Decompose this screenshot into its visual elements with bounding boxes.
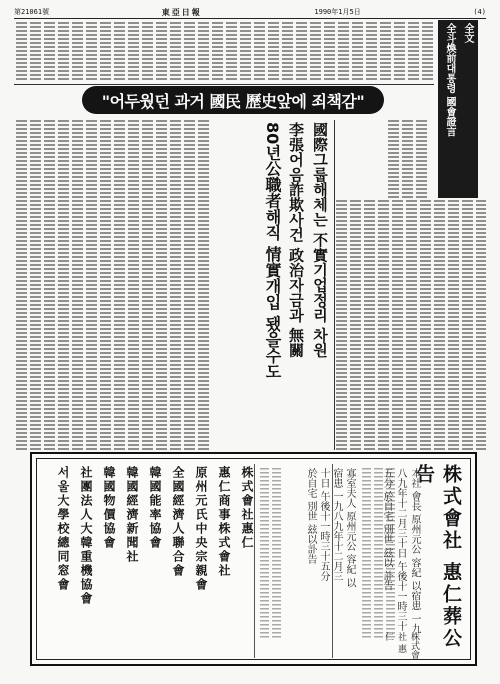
ad-mourners-list: [260, 468, 269, 638]
ribbon-line-2: 全文: [462, 23, 473, 43]
sponsor-name: 社團法人大韓重機協會: [79, 466, 93, 606]
sponsor-name: 韓國能率協會: [148, 466, 162, 550]
ad-mourners-list: [362, 468, 371, 638]
sponsor-name: 株式會社惠仁: [240, 466, 254, 550]
ad-main-notice: 本社 會長 原州元公 容紀 以宿患 一九八九年十二月三十日 午後十一時三十五分 於自宅 別世 玆以 訃告: [381, 468, 420, 634]
ad-mourners-list: [374, 468, 383, 638]
headline-banner: "어두웠던 과거 國民 歷史앞에 죄책감": [82, 86, 384, 114]
ad-signature: 株式會社 惠 仁: [383, 632, 419, 659]
sponsor-name: 서울大學校總同窓會: [56, 466, 70, 592]
sponsor-name: 原州元氏中央宗親會: [194, 466, 208, 592]
vertical-headline-2: 李張어음詐欺사건 政治자금과 無關: [287, 122, 305, 358]
vertical-headline-1: 國際그룹해체는 不實기업정리 차원: [311, 122, 329, 358]
sponsor-name: 全國經濟人聯合會: [171, 466, 185, 578]
body-text-right: [336, 200, 486, 450]
issue-number: 第21061號: [14, 8, 50, 16]
ad-sponsors: [46, 466, 256, 652]
obituary-ad: [30, 452, 477, 666]
ad-mourners-list: [272, 468, 281, 638]
vertical-headlines: [218, 122, 330, 452]
sponsor-name: 韓國物價協會: [102, 466, 116, 550]
ad-title: 株式會社 惠仁葬公告: [413, 464, 462, 650]
column-rule: [14, 84, 434, 85]
vertical-headline-3: 80년公職者해직 情實개입 됐을수도: [263, 122, 282, 380]
ad-mourners-list: [386, 468, 395, 638]
body-text-top: [16, 22, 436, 82]
body-text-left: [16, 120, 214, 450]
ad-widow-notice: 寡室夫人 原州元公 容紀 以宿患 一九八九年十二月三十日 午後十一時三十五分 於自宅 別世 玆以訃告: [305, 468, 355, 588]
sponsor-name: 惠仁商事株式會社: [217, 466, 231, 578]
body-text-mid: [388, 120, 436, 200]
sponsor-name: 韓國經濟新聞社: [125, 466, 139, 564]
ribbon-line-1: 全斗煥前대통령 國會證言: [444, 23, 455, 137]
vertical-ribbon: [438, 20, 478, 198]
page-number: (4): [473, 8, 486, 16]
column-rule: [334, 120, 335, 450]
paper-name: 東亞日報: [161, 6, 202, 17]
masthead: [14, 6, 486, 19]
issue-date: 1990年1月5日: [314, 8, 361, 16]
